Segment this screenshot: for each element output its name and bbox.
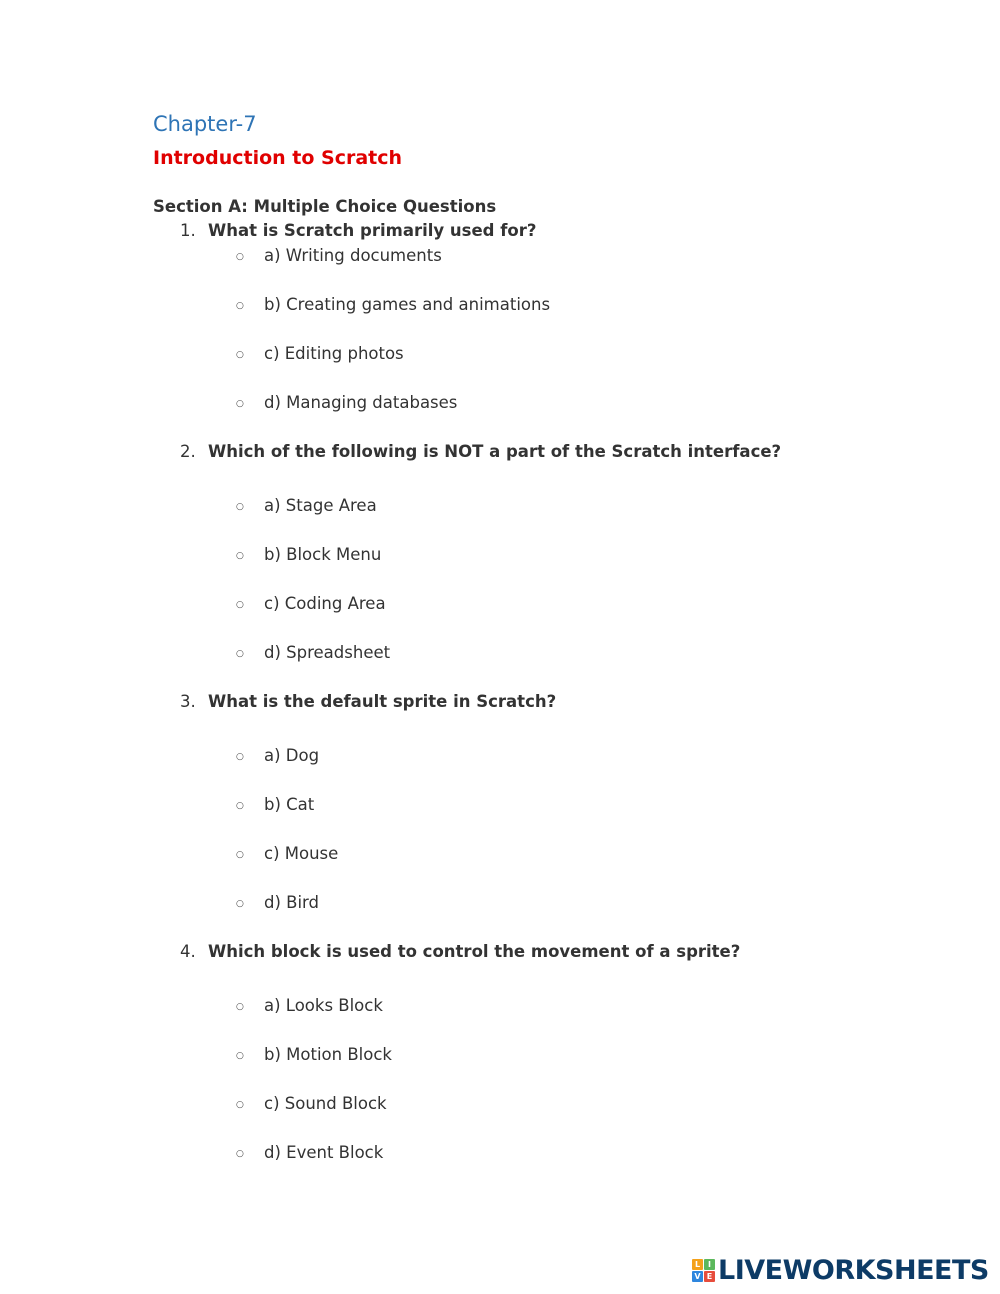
option-3b	[236, 795, 314, 814]
option-text: b) Block Menu	[264, 545, 382, 564]
option-1b	[236, 295, 550, 314]
option-text: a) Dog	[264, 746, 320, 765]
bullet-icon: ○	[236, 1051, 244, 1061]
option-1a	[236, 246, 442, 265]
question-2	[180, 442, 781, 461]
option-4d	[236, 1143, 383, 1162]
bullet-icon: ○	[236, 801, 244, 811]
logo-mark-cell: V	[692, 1271, 703, 1282]
question-text: What is Scratch primarily used for?	[208, 221, 537, 240]
option-text: b) Creating games and animations	[264, 295, 551, 314]
bullet-icon: ○	[236, 1100, 244, 1110]
logo-mark-cell: I	[704, 1259, 715, 1270]
section-heading: Section A: Multiple Choice Questions	[153, 197, 497, 216]
option-2a	[236, 496, 377, 515]
option-3a	[236, 746, 319, 765]
option-text: a) Stage Area	[264, 496, 377, 515]
option-text: b) Motion Block	[264, 1045, 392, 1064]
liveworksheets-logo-icon	[692, 1259, 715, 1282]
question-3	[180, 692, 556, 711]
option-text: c) Coding Area	[264, 594, 386, 613]
option-3d	[236, 893, 319, 912]
bullet-icon: ○	[236, 399, 244, 409]
question-4	[180, 942, 740, 961]
bullet-icon: ○	[236, 252, 244, 262]
bullet-icon: ○	[236, 850, 244, 860]
liveworksheets-logo[interactable]	[692, 1254, 989, 1286]
bullet-icon: ○	[236, 551, 244, 561]
logo-text: LIVEWORKSHEETS	[718, 1254, 989, 1286]
option-text: a) Writing documents	[264, 246, 442, 265]
bullet-icon: ○	[236, 649, 244, 659]
bullet-icon: ○	[236, 1149, 244, 1159]
chapter-heading: Chapter-7	[153, 112, 257, 136]
option-text: c) Editing photos	[264, 344, 404, 363]
bullet-icon: ○	[236, 350, 244, 360]
bullet-icon: ○	[236, 1002, 244, 1012]
option-3c	[236, 844, 338, 863]
option-text: c) Mouse	[264, 844, 339, 863]
question-number: 1.	[180, 221, 196, 240]
option-4c	[236, 1094, 387, 1113]
question-number: 4.	[180, 942, 196, 961]
bullet-icon: ○	[236, 600, 244, 610]
bullet-icon: ○	[236, 502, 244, 512]
question-number: 2.	[180, 442, 196, 461]
option-2c	[236, 594, 386, 613]
bullet-icon: ○	[236, 899, 244, 909]
question-number: 3.	[180, 692, 196, 711]
option-4a	[236, 996, 383, 1015]
bullet-icon: ○	[236, 301, 244, 311]
logo-mark-cell: E	[704, 1271, 715, 1282]
option-text: d) Spreadsheet	[264, 643, 391, 662]
question-text: What is the default sprite in Scratch?	[208, 692, 557, 711]
option-1d	[236, 393, 457, 412]
option-1c	[236, 344, 404, 363]
option-text: a) Looks Block	[264, 996, 383, 1015]
option-2d	[236, 643, 390, 662]
option-text: d) Event Block	[264, 1143, 384, 1162]
option-text: d) Bird	[264, 893, 320, 912]
option-text: c) Sound Block	[264, 1094, 387, 1113]
page-title: Introduction to Scratch	[153, 147, 403, 169]
option-2b	[236, 545, 381, 564]
question-text: Which of the following is NOT a part of the Scratch interface?	[208, 442, 782, 461]
logo-mark-cell: L	[692, 1259, 703, 1270]
question-1	[180, 221, 536, 240]
option-4b	[236, 1045, 392, 1064]
option-text: b) Cat	[264, 795, 315, 814]
question-text: Which block is used to control the movement of a sprite?	[208, 942, 741, 961]
option-text: d) Managing databases	[264, 393, 458, 412]
bullet-icon: ○	[236, 752, 244, 762]
